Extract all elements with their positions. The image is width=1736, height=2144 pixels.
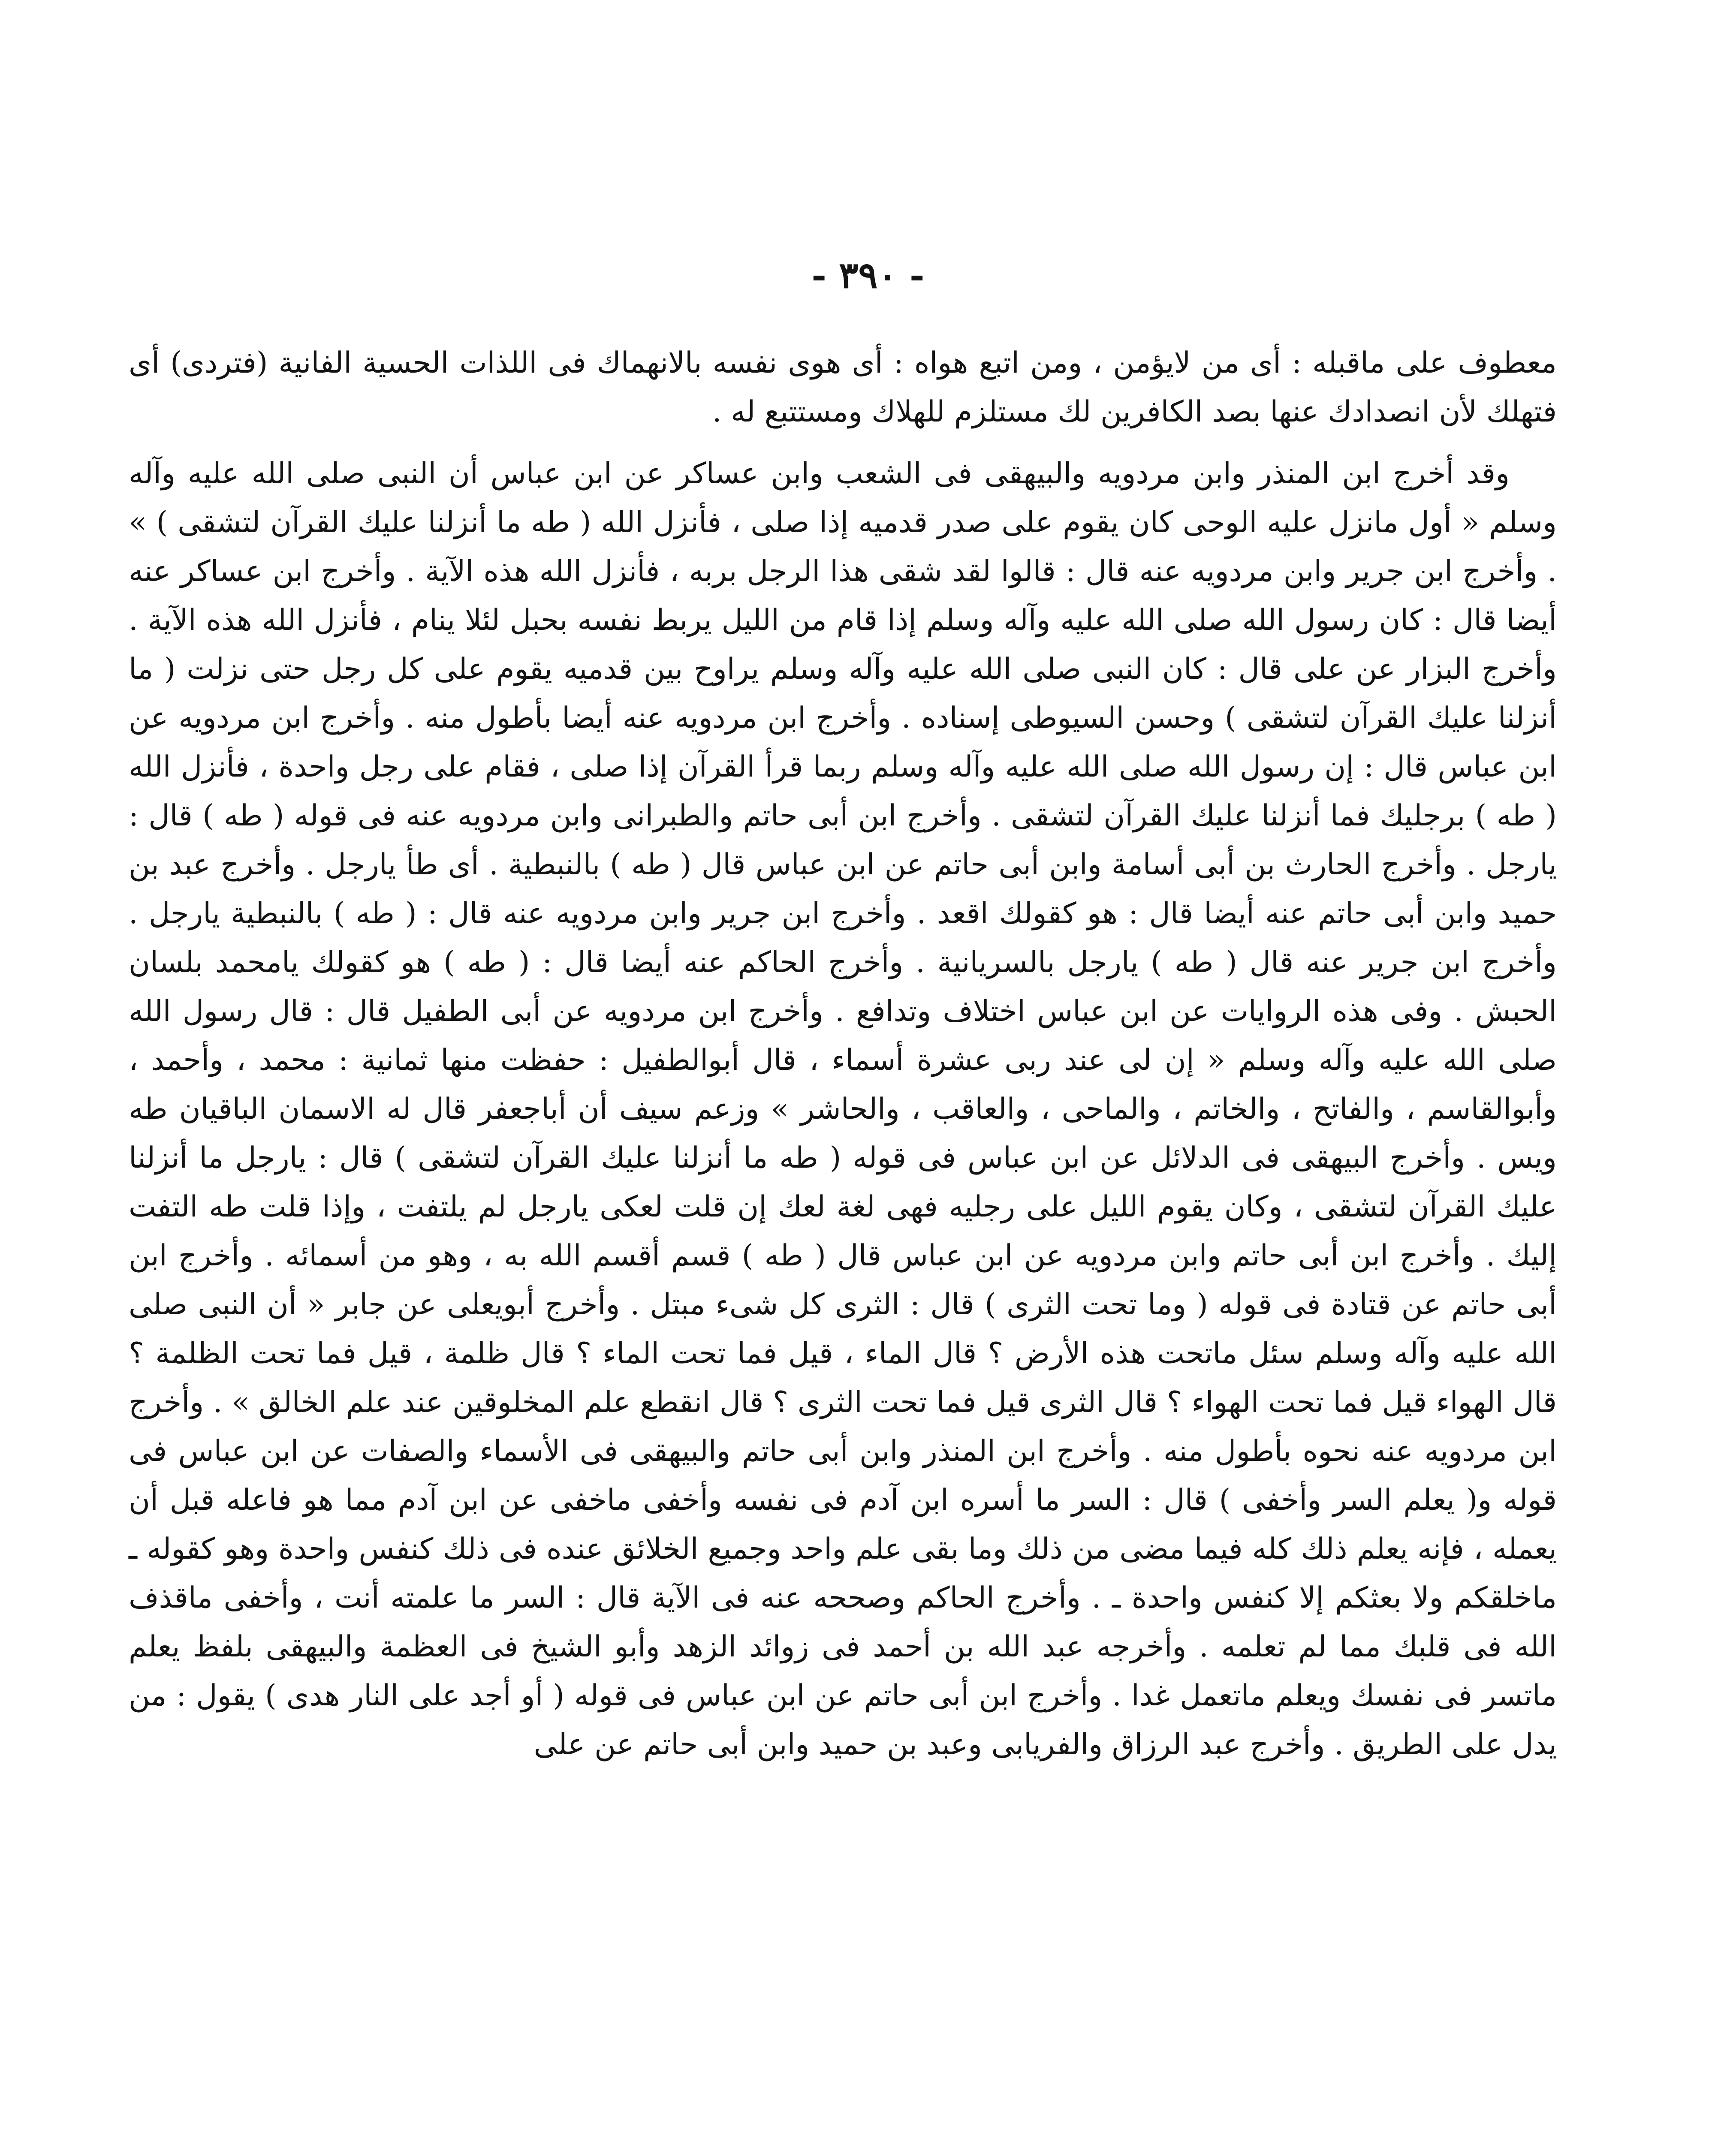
body-text [129, 339, 1557, 1769]
paragraph-2: وقد أخرج ابن المنذر وابن مردويه والبيهقى فى الشعب وابن عساكر عن ابن عباس أن النبى صلى الله عليه وآله وسلم « أول مانزل عليه الوحى كان يقوم على صدر قدميه إذا صلى ، فأنزل الله ( طه ما أنزلنا عليك القرآن لتشقى ) » . وأخرج ابن جرير وابن مردويه عنه قال : قالوا لقد شقى هذا الرجل بربه ، فأنزل الله هذه الآية . وأخرج ابن عساكر عنه أيضا قال : كان رسول الله صلى الله عليه وآله وسلم إذا قام من الليل يربط نفسه بحبل لئلا ينام ، فأنزل الله هذه الآية . وأخرج البزار عن على قال : كان النبى صلى الله عليه وآله وسلم يراوح بين قدميه يقوم على كل رجل حتى نزلت ( ما أنزلنا عليك القرآن لتشقى ) وحسن السيوطى إسناده . وأخرج ابن مردويه عنه أيضا بأطول منه . وأخرج ابن مردويه عن ابن عباس قال : إن رسول الله صلى الله عليه وآله وسلم ربما قرأ القرآن إذا صلى ، فقام على رجل واحدة ، فأنزل الله ( طه ) برجليك فما أنزلنا عليك القرآن لتشقى . وأخرج ابن أبى حاتم والطبرانى وابن مردويه عنه فى قوله ( طه ) قال : يارجل . وأخرج الحارث بن أبى أسامة وابن أبى حاتم عن ابن عباس قال ( طه ) بالنبطية . أى طأ يارجل . وأخرج عبد بن حميد وابن أبى حاتم عنه أيضا قال : هو كقولك اقعد . وأخرج ابن جرير وابن مردويه عنه قال : ( طه ) بالنبطية يارجل . وأخرج ابن جرير عنه قال ( طه ) يارجل بالسريانية . وأخرج الحاكم عنه أيضا قال : ( طه ) هو كقولك يامحمد بلسان الحبش . وفى هذه الروايات عن ابن عباس اختلاف وتدافع . وأخرج ابن مردويه عن أبى الطفيل قال : قال رسول الله صلى الله عليه وآله وسلم « إن لى عند ربى عشرة أسماء ، قال أبوالطفيل : حفظت منها ثمانية : محمد ، وأحمد ، وأبوالقاسم ، والفاتح ، والخاتم ، والماحى ، والعاقب ، والحاشر » وزعم سيف أن أباجعفر قال له الاسمان الباقيان طه ويس . وأخرج البيهقى فى الدلائل عن ابن عباس فى قوله ( طه ما أنزلنا عليك القرآن لتشقى ) قال : يارجل ما أنزلنا عليك القرآن لتشقى ، وكان يقوم الليل على رجليه فهى لغة لعك إن قلت لعكى يارجل لم يلتفت ، وإذا قلت طه التفت إليك . وأخرج ابن أبى حاتم وابن مردويه عن ابن عباس قال ( طه ) قسم أقسم الله به ، وهو من أسمائه . وأخرج ابن أبى حاتم عن قتادة فى قوله ( وما تحت الثرى ) قال : الثرى كل شىء مبتل . وأخرج أبويعلى عن جابر « أن النبى صلى الله عليه وآله وسلم سئل ماتحت هذه الأرض ؟ قال الماء ، قيل فما تحت الماء ؟ قال ظلمة ، قيل فما تحت الظلمة ؟ قال الهواء قيل فما تحت الهواء ؟ قال الثرى قيل فما تحت الثرى ؟ قال انقطع علم المخلوقين عند علم الخالق » . وأخرج ابن مردويه عنه نحوه بأطول منه . وأخرج ابن المنذر وابن أبى حاتم والبيهقى فى الأسماء والصفات عن ابن عباس فى قوله و( يعلم السر وأخفى ) قال : السر ما أسره ابن آدم فى نفسه وأخفى ماخفى عن ابن آدم مما هو فاعله قبل أن يعمله ، فإنه يعلم ذلك كله فيما مضى من ذلك وما بقى علم واحد وجميع الخلائق عنده فى ذلك كنفس واحدة وهو كقوله ـ ماخلقكم ولا بعثكم إلا كنفس واحدة ـ . وأخرج الحاكم وصححه عنه فى الآية قال : السر ما علمته أنت ، وأخفى ماقذف الله فى قلبك مما لم تعلمه . وأخرجه عبد الله بن أحمد فى زوائد الزهد وأبو الشيخ فى العظمة والبيهقى بلفظ يعلم ماتسر فى نفسك ويعلم ماتعمل غدا . وأخرج ابن أبى حاتم عن ابن عباس فى قوله ( أو أجد على النار هدى ) يقول : من يدل على الطريق . وأخرج عبد الرزاق والفريابى وعبد بن حميد وابن أبى حاتم عن على [129, 457, 1557, 1762]
paragraph-1: معطوف على ماقبله : أى من لايؤمن ، ومن اتبع هواه : أى هوى نفسه بالانهماك فى اللذات الحسية الفانية (فتردى) أى فتهلك لأن انصدادك عنها بصد الكافرين لك مستلزم للهلاك ومستتبع له . [129, 346, 1557, 429]
page-number: - ٣٩٠ - [811, 254, 925, 296]
